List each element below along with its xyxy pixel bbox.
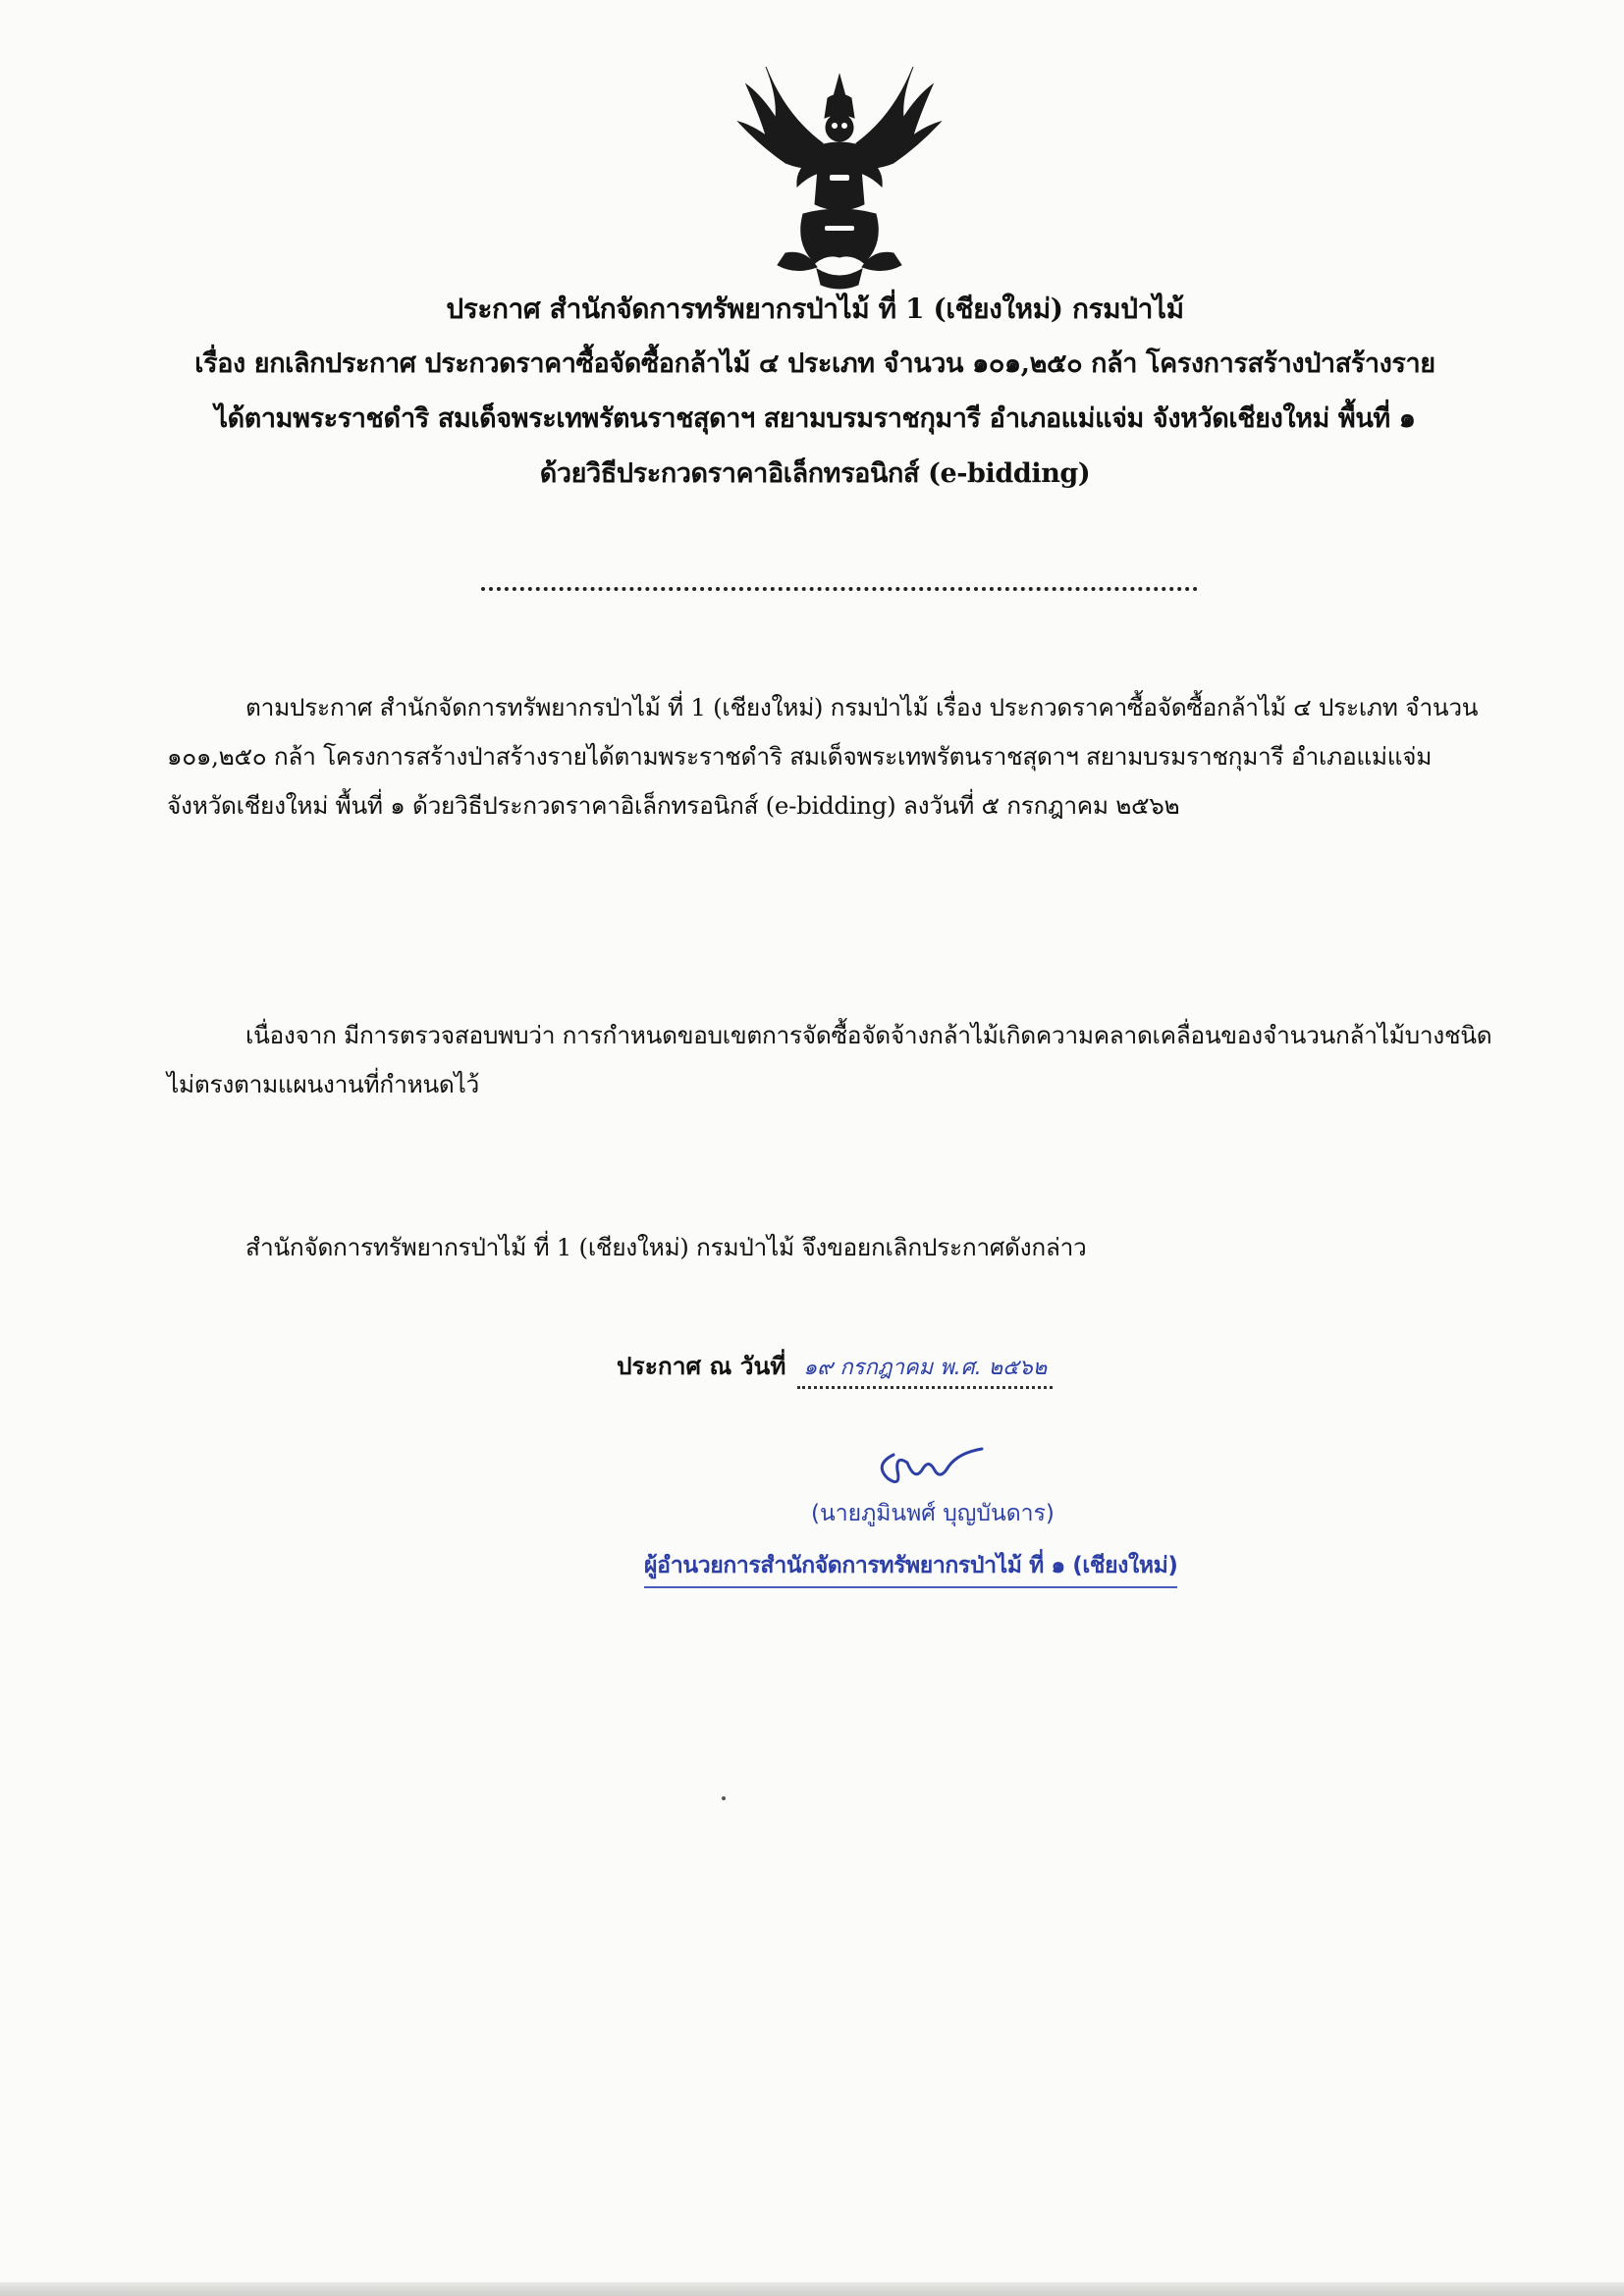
garuda-emblem-icon <box>727 57 952 293</box>
scan-speck <box>722 1796 726 1800</box>
announcement-header <box>147 294 1483 514</box>
paragraph-text: สำนักจัดการทรัพยากรป่าไม้ ที่ 1 (เชียงใหม่) กรมป่าไม้ จึงขอยกเลิกประกาศดังกล่าว <box>245 1233 1087 1261</box>
body-paragraph-reference <box>167 683 1492 830</box>
date-label: ประกาศ ณ วันที่ <box>617 1352 786 1380</box>
announcement-title: ประกาศ สำนักจัดการทรัพยากรป่าไม้ ที่ 1 (เชียงใหม่) กรมป่าไม้ <box>446 293 1184 325</box>
announcement-subject-line-3: ด้วยวิธีประกวดราคาอิเล็กทรอนิกส์ (e-bidding) <box>539 458 1091 489</box>
announcement-subject-line-1: เรื่อง ยกเลิกประกาศ ประกวดราคาซื้อจัดซื้อกล้าไม้ ๔ ประเภท จำนวน ๑๐๑,๒๕๐ กล้า โครงการสร้างป่าสร้างราย <box>194 348 1435 379</box>
paragraph-text: ตามประกาศ สำนักจัดการทรัพยากรป่าไม้ ที่ 1 (เชียงใหม่) กรมป่าไม้ เรื่อง ประกวดราคาซื้อจัดซื้อกล้าไม้ ๔ ประเภท จำนวน ๑๐๑,๒๕๐ กล้า โครงการสร้างป่าสร้างรายได้ตามพระราชดำริ สมเด็จพระเทพรัตนราชสุดาฯ สยามบรมราชกุมารี อำเภอแม่แจ่ม จังหวัดเชียงใหม่ พื้นที่ ๑ ด้วยวิธีประกวดราคาอิเล็กทรอนิกส์ (e-bidding) ลงวันที่ ๕ กรกฎาคม ๒๕๖๒ <box>167 693 1479 820</box>
signatory-name: (นายภูมินพศ์ บุญบันดาร) <box>811 1501 1055 1526</box>
scan-page-edge <box>0 2282 1624 2296</box>
announcement-date <box>617 1347 1053 1389</box>
body-paragraph-cancellation <box>167 1223 1492 1272</box>
header-divider <box>481 587 1198 591</box>
signatory-title: ผู้อำนวยการสำนักจัดการทรัพยากรป่าไม้ ที่ ๑ (เชียงใหม่) <box>644 1548 1177 1588</box>
date-value: ๑๙ กรกฎาคม พ.ศ. ๒๕๖๒ <box>797 1350 1053 1389</box>
handwritten-signature <box>864 1435 1011 1504</box>
paragraph-text: เนื่องจาก มีการตรวจสอบพบว่า การกำหนดขอบเขตการจัดซื้อจัดจ้างกล้าไม้เกิดความคลาดเคลื่อนของจำนวนกล้าไม้บางชนิดไม่ตรงตามแผนงานที่กำหนดไว้ <box>167 1021 1492 1098</box>
announcement-subject-line-2: ได้ตามพระราชดำริ สมเด็จพระเทพรัตนราชสุดาฯ สยามบรมราชกุมารี อำเภอแม่แจ่ม จังหวัดเชียงใหม่ พื้นที่ ๑ <box>214 403 1416 434</box>
body-paragraph-reason <box>167 1011 1492 1109</box>
